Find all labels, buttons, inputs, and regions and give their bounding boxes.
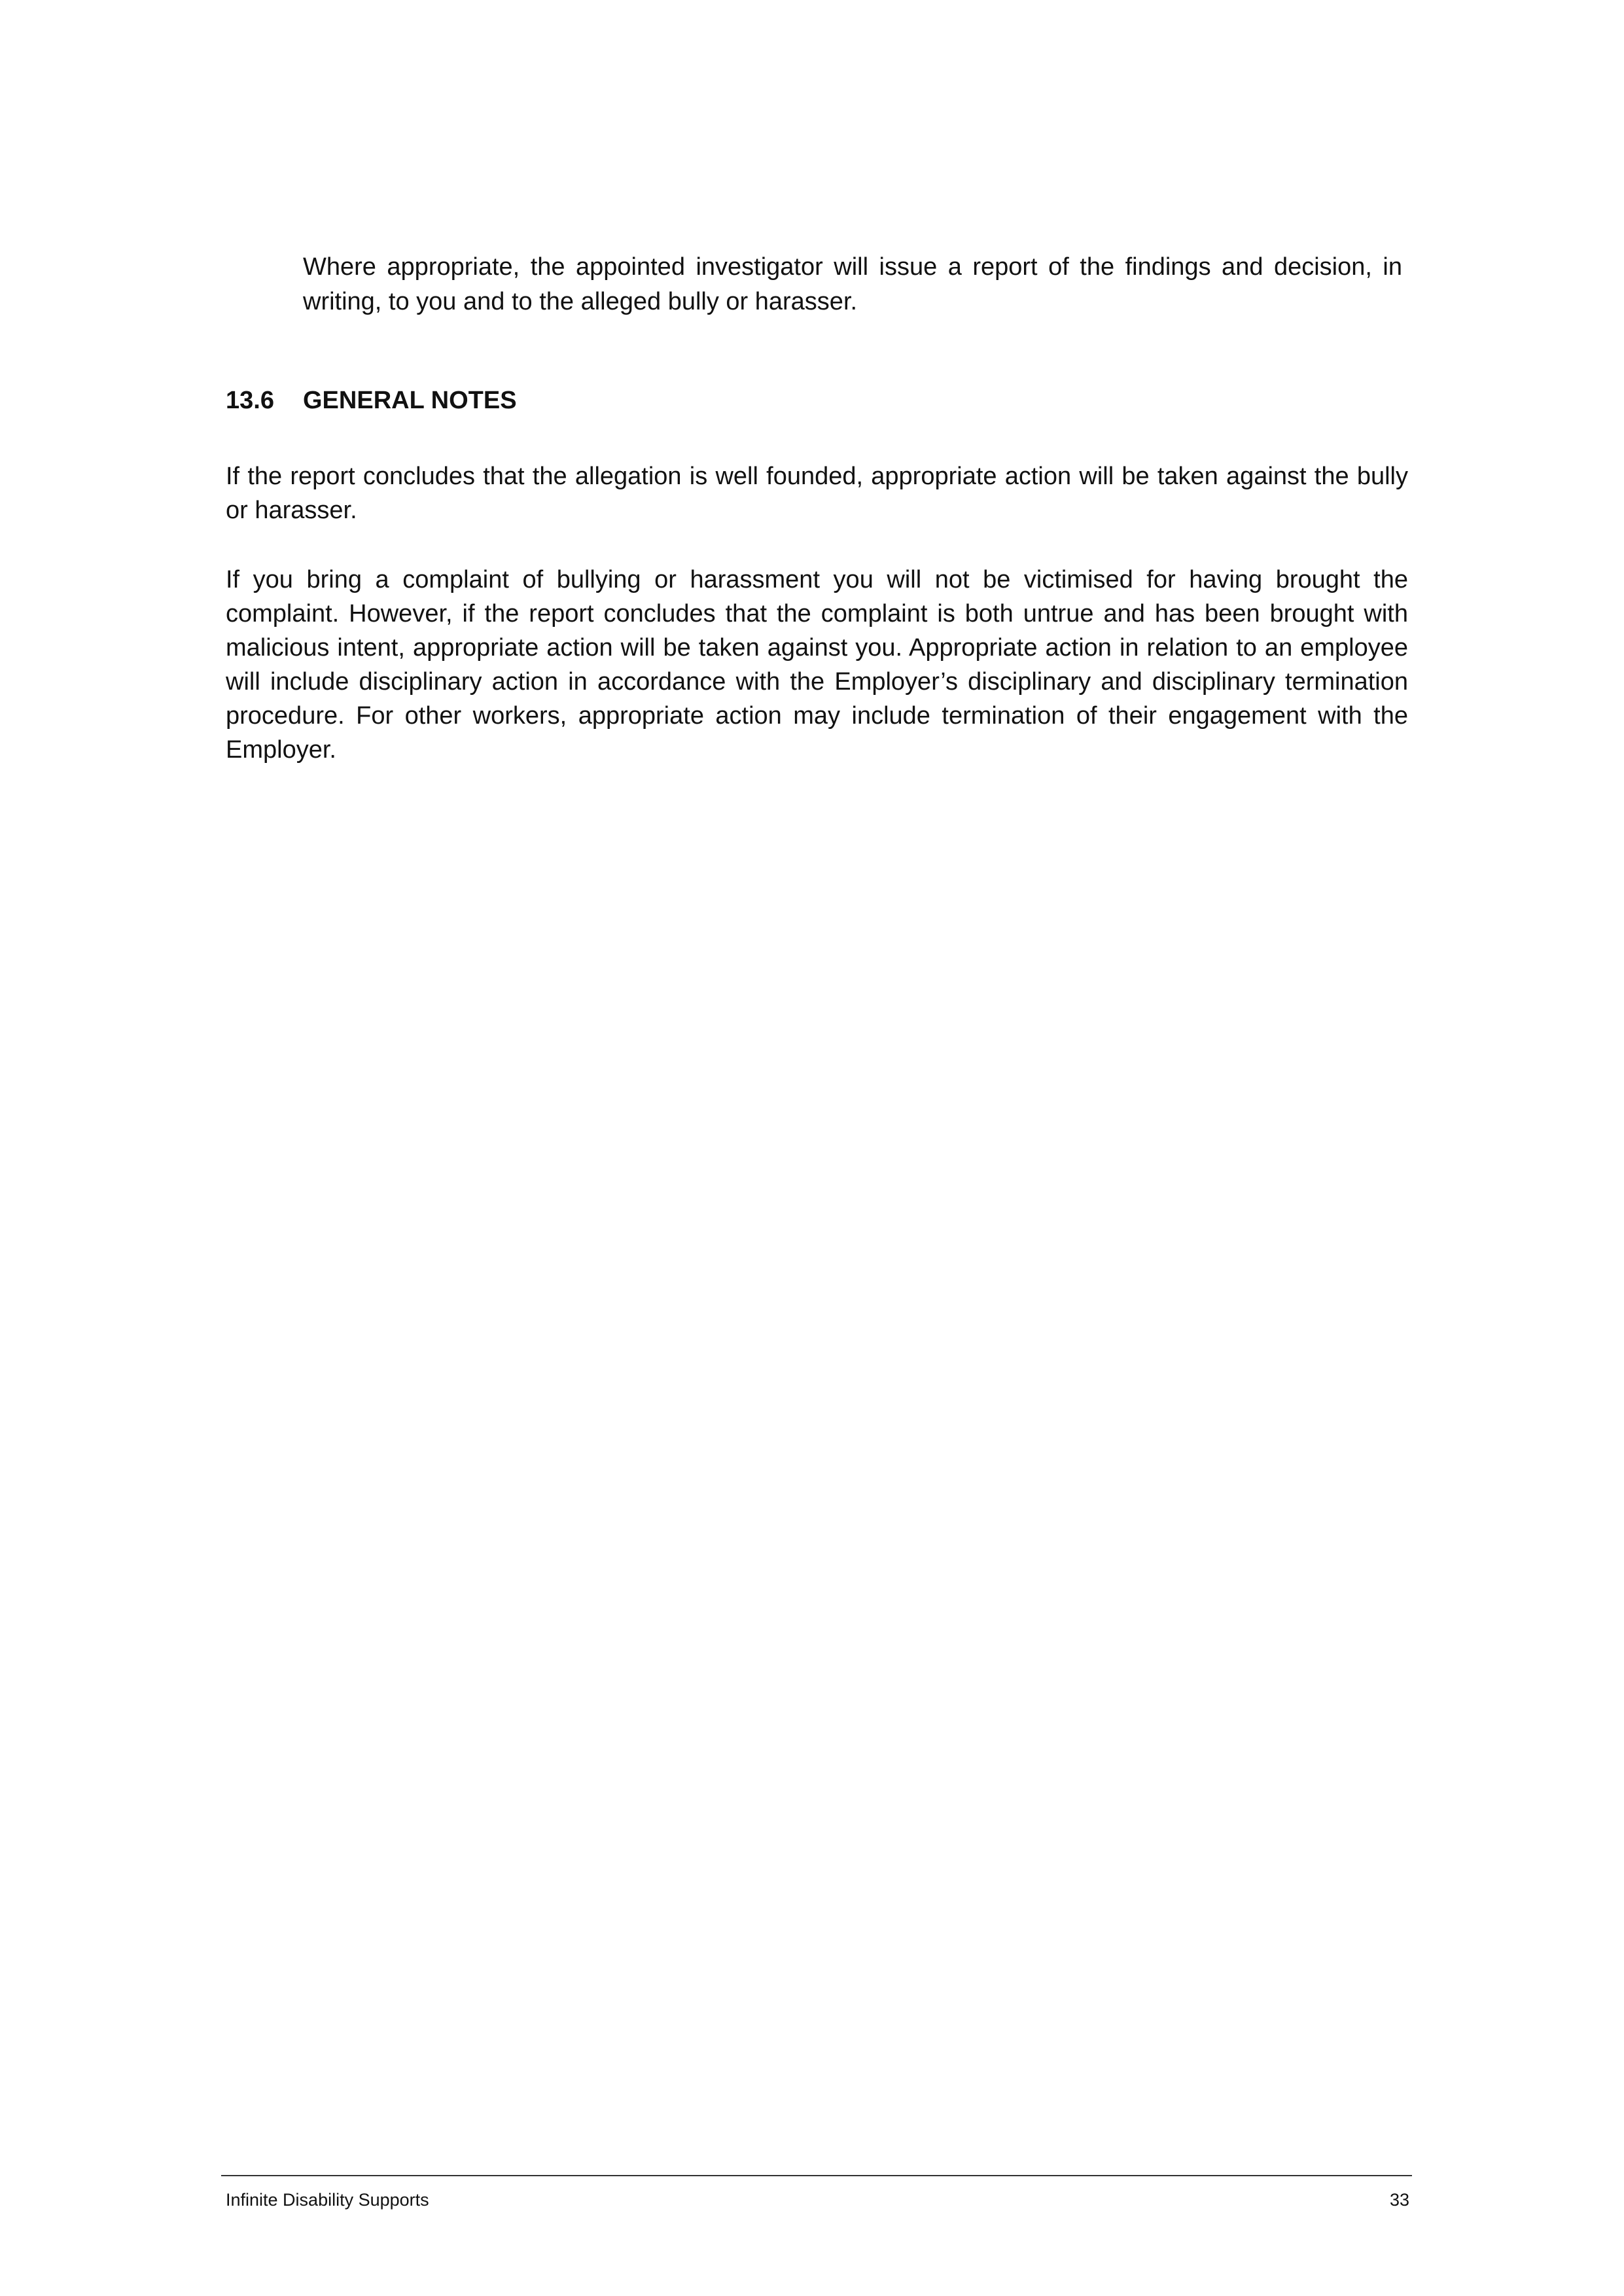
body-paragraph-1: If the report concludes that the allegation is well founded, appropriate action will be taken against the bully or harasser. bbox=[226, 463, 1408, 524]
footer-divider bbox=[221, 2175, 1412, 2176]
footer-page-number: 33 bbox=[1389, 2190, 1409, 2210]
section-title: GENERAL NOTES bbox=[303, 387, 517, 414]
footer-organization: Infinite Disability Supports bbox=[226, 2190, 429, 2210]
section-heading bbox=[226, 383, 517, 418]
intro-paragraph: Where appropriate, the appointed investigator will issue a report of the findings and decision, in writing, to you and to the alleged bully or harasser. bbox=[303, 253, 1402, 315]
section-number: 13.6 bbox=[226, 387, 274, 414]
body-paragraph-2: If you bring a complaint of bullying or harassment you will not be victimised for having brought the complaint. However, if the report concludes that the complaint is both untrue and has been brought with malicious intent, appropriate action will be taken against you. Appropriate action in relation to an employee will include disciplinary action in accordance with the Employer’s disciplinary and disciplinary termination procedure. For other workers, appropriate action may include termination of their engagement with the Employer. bbox=[226, 566, 1408, 764]
